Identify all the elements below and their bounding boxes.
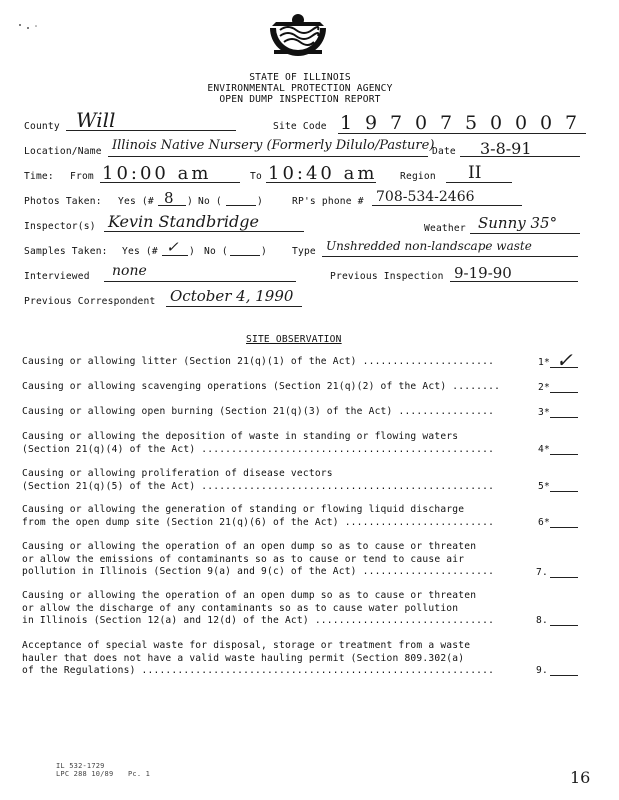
region-label: Region (400, 171, 436, 182)
form-page: Pc. 1 (128, 770, 151, 778)
type-label: Type (292, 246, 316, 257)
observation-text: of the Regulations) ........................................................... (22, 665, 495, 676)
samples-no-label: No ( (204, 246, 228, 257)
samples-yes-label: Yes (# (122, 246, 158, 257)
observation-text: pollution in Illinois (Section 9(a) and 9(c) of the Act) ...................... (22, 566, 495, 577)
time-from-label: From (70, 171, 94, 182)
time-to-label: To (250, 171, 262, 182)
site-code-boxes[interactable] (338, 112, 588, 134)
photos-no-underline[interactable] (226, 205, 256, 206)
observation-item-5 (22, 468, 494, 493)
photos-yes-close: ) (187, 196, 193, 207)
samples-no-underline[interactable] (230, 255, 260, 256)
observation-text: (Section 21(q)(5) of the Act) ................................................. (22, 480, 495, 492)
prev-correspondent-underline (166, 306, 302, 307)
time-label: Time: (24, 171, 54, 182)
county-value[interactable]: Will (76, 108, 116, 132)
site-code-digit: 0 (515, 112, 528, 134)
site-code-digit: 7 (565, 112, 578, 134)
photos-yes-label: Yes (# (118, 196, 154, 207)
site-code-digit: 0 (490, 112, 503, 134)
weather-underline (470, 233, 580, 234)
time-from-value[interactable]: 10:00 am (102, 163, 212, 184)
site-code-digit: 7 (390, 112, 403, 134)
observation-text: from the open dump site (Section 21(q)(6) of the Act) ......................... (22, 516, 495, 528)
site-code-digit: 1 (340, 112, 353, 134)
observation-item-6 (22, 504, 494, 529)
observation-text: (Section 21(q)(4) of the Act) ................................................. (22, 443, 495, 455)
observation-item-8 (22, 590, 494, 628)
header-agency: ENVIRONMENTAL PROTECTION AGENCY (207, 83, 393, 94)
observation-answer-line[interactable] (550, 675, 578, 676)
observation-number: 3* (538, 407, 550, 418)
observation-item-1 (22, 356, 494, 369)
observation-text: Causing or allowing the generation of standing or flowing liquid discharge (22, 504, 465, 515)
samples-no-close: ) (261, 246, 267, 257)
date-label: Date (432, 146, 456, 157)
location-value[interactable]: Illinois Native Nursery (Formerly Dilulo/Pasture) (112, 138, 435, 153)
region-value[interactable]: II (468, 163, 482, 183)
observation-answer-line[interactable] (550, 392, 578, 393)
site-code-digit: 7 (440, 112, 453, 134)
observation-item-7 (22, 541, 494, 579)
inspector-underline (104, 231, 304, 232)
observation-answer-line[interactable] (550, 491, 578, 492)
photos-yes-underline (158, 205, 186, 206)
observation-answer-line[interactable] (550, 454, 578, 455)
prev-inspection-label: Previous Inspection (330, 271, 444, 282)
observation-number: 2* (538, 382, 550, 393)
observation-text: Causing or allowing proliferation of disease vectors (22, 468, 333, 479)
site-code-digit: 0 (540, 112, 553, 134)
rp-phone-label: RP's phone # (292, 196, 364, 207)
county-label: County (24, 121, 60, 132)
observation-checkmark: ✓ (556, 348, 573, 372)
observation-number: 9. (536, 665, 548, 676)
observation-text: Causing or allowing open burning (Section 21(q)(3) of the Act) ................ (22, 406, 495, 417)
header-state: STATE OF ILLINOIS (249, 72, 351, 83)
rp-phone-value[interactable]: 708-534-2466 (376, 189, 475, 205)
observation-text: Causing or allowing the operation of an open dump so as to cause or threaten (22, 541, 477, 552)
observation-text: in Illinois (Section 12(a) and 12(d) of the Act) .............................. (22, 615, 495, 626)
page-number: 16 (570, 768, 591, 787)
observation-number: 5* (538, 481, 550, 492)
observation-item-9 (22, 640, 494, 678)
prev-correspondent-label: Previous Correspondent (24, 296, 156, 307)
agency-seal-logo (266, 6, 330, 66)
observation-text: Causing or allowing the operation of an open dump so as to cause or threaten (22, 590, 477, 601)
samples-yes-check[interactable]: ✓ (166, 238, 179, 256)
photos-no-label: No ( (198, 196, 222, 207)
observation-text: or allow the emissions of contaminants so as to cause or tend to cause air (22, 553, 465, 565)
type-value[interactable]: Unshredded non-landscape waste (326, 239, 532, 253)
form-revision: LPC 288 10/89 (56, 770, 114, 778)
observation-answer-line[interactable] (550, 625, 578, 626)
time-to-value[interactable]: 10:40 am (268, 163, 378, 184)
observation-answer-line[interactable] (550, 577, 578, 578)
header-report-title: OPEN DUMP INSPECTION REPORT (219, 94, 381, 105)
prev-correspondent-value[interactable]: October 4, 1990 (170, 287, 294, 305)
samples-label: Samples Taken: (24, 246, 108, 257)
site-observation-title: SITE OBSERVATION (246, 334, 342, 345)
rp-phone-underline (372, 205, 522, 206)
inspector-label: Inspector(s) (24, 221, 96, 232)
photos-no-close: ) (257, 196, 263, 207)
scan-speck-marks (18, 16, 42, 26)
samples-yes-close: ) (189, 246, 195, 257)
interviewed-value[interactable]: none (112, 263, 147, 279)
site-code-digit: 9 (365, 112, 378, 134)
interviewed-underline (104, 281, 296, 282)
observation-number: 1* (538, 357, 550, 368)
observation-text: Causing or allowing scavenging operations (Section 21(q)(2) of the Act) ........ (22, 381, 501, 392)
observation-item-3 (22, 406, 494, 419)
photos-label: Photos Taken: (24, 196, 102, 207)
observation-number: 7. (536, 567, 548, 578)
site-code-underline (338, 133, 586, 134)
weather-value[interactable]: Sunny 35° (478, 214, 558, 232)
type-underline (322, 256, 578, 257)
observation-item-4 (22, 431, 494, 456)
observation-text: Acceptance of special waste for disposal, storage or treatment from a waste (22, 640, 471, 651)
observation-text: Causing or allowing the deposition of waste in standing or flowing waters (22, 431, 459, 442)
date-value[interactable]: 3-8-91 (480, 139, 532, 158)
location-label: Location/Name (24, 146, 102, 157)
location-underline (108, 156, 428, 157)
observation-number: 4* (538, 444, 550, 455)
interviewed-label: Interviewed (24, 271, 90, 282)
samples-yes-underline (162, 255, 188, 256)
observation-text: or allow the discharge of any contaminants so as to cause water pollution (22, 602, 459, 614)
observation-answer-line[interactable] (550, 417, 578, 418)
observation-number: 6* (538, 517, 550, 528)
observation-answer-line[interactable] (550, 527, 578, 528)
observation-item-2 (22, 381, 500, 394)
site-code-digit: 5 (465, 112, 478, 134)
site-code-label: Site Code (273, 121, 327, 132)
form-number: IL 532-1729 (56, 762, 105, 770)
weather-label: Weather (424, 223, 466, 234)
observation-number: 8. (536, 615, 548, 626)
site-code-digit: 0 (415, 112, 428, 134)
inspector-value[interactable]: Kevin Standbridge (108, 212, 259, 231)
prev-inspection-value[interactable]: 9-19-90 (454, 264, 512, 282)
photos-yes-count[interactable]: 8 (164, 189, 174, 207)
observation-text: Causing or allowing litter (Section 21(q)(1) of the Act) ...................... (22, 356, 495, 367)
observation-text: hauler that does not have a valid waste hauling permit (Section 809.302(a) (22, 652, 465, 664)
